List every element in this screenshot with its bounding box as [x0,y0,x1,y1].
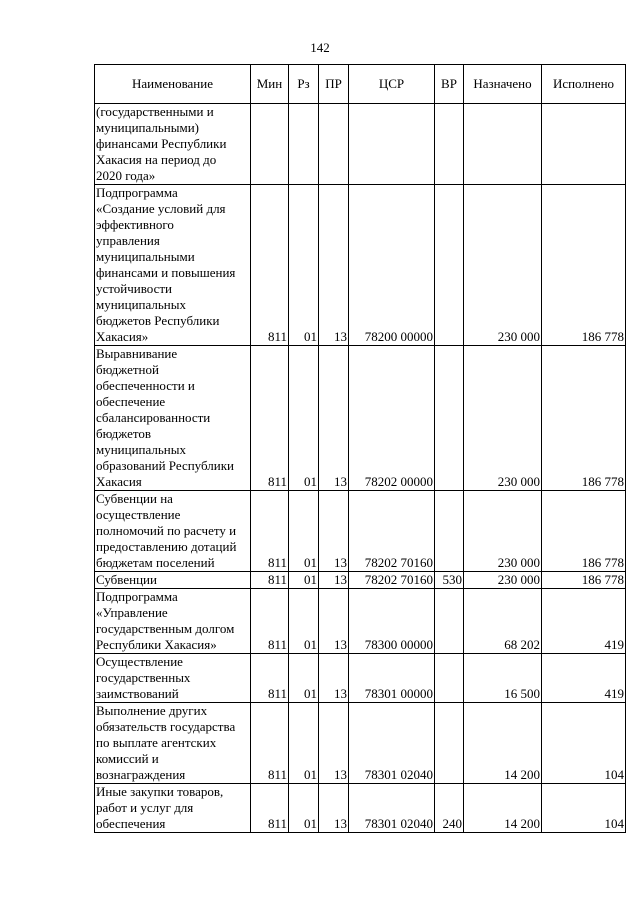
table-row [95,589,626,654]
row-executed: 419 [542,589,626,654]
row-name: Субвенции на осуществление полномочий по расчету и предоставлению дотаций бюджетам поселений [95,491,251,572]
row-pr: 13 [319,654,349,703]
row-csr: 78202 70160 [349,491,435,572]
row-assigned: 230 000 [464,491,542,572]
row-vr [435,185,464,346]
row-name: Выполнение других обязательств государства по выплате агентских комиссий и вознаграждения [95,703,251,784]
row-assigned: 230 000 [464,185,542,346]
header-cell-csr: ЦСР [349,65,435,104]
table-row [95,491,626,572]
row-min: 811 [251,491,289,572]
row-assigned: 230 000 [464,346,542,491]
row-vr [435,589,464,654]
row-name: Осуществление государственных заимствований [95,654,251,703]
row-rz: 01 [289,185,319,346]
row-rz: 01 [289,491,319,572]
row-vr: 240 [435,784,464,833]
row-name: Иные закупки товаров, работ и услуг для обеспечения [95,784,251,833]
row-vr [435,703,464,784]
header-cell-pr: ПР [319,65,349,104]
row-csr: 78301 02040 [349,784,435,833]
row-rz: 01 [289,589,319,654]
row-executed: 419 [542,654,626,703]
row-executed: 186 778 [542,572,626,589]
row-min: 811 [251,654,289,703]
row-vr [435,491,464,572]
row-pr: 13 [319,185,349,346]
row-min: 811 [251,572,289,589]
row-vr: 530 [435,572,464,589]
row-rz: 01 [289,572,319,589]
row-name: Подпрограмма «Создание условий для эффективного управления муниципальными финансами и повышения устойчивости муниципальных бюджетов Республики Хакасия» [95,185,251,346]
row-executed: 104 [542,703,626,784]
row-csr: 78202 00000 [349,346,435,491]
row-pr: 13 [319,589,349,654]
row-csr: 78200 00000 [349,185,435,346]
row-min [251,104,289,185]
row-executed [542,104,626,185]
row-executed: 104 [542,784,626,833]
header-row [95,65,626,104]
row-assigned [464,104,542,185]
header-cell-rz: Рз [289,65,319,104]
table-row [95,346,626,491]
table-row [95,104,626,185]
row-rz: 01 [289,346,319,491]
page-number: 142 [310,40,330,55]
table-row [95,654,626,703]
row-name: Подпрограмма «Управление государственным долгом Республики Хакасия» [95,589,251,654]
row-pr: 13 [319,346,349,491]
row-min: 811 [251,784,289,833]
table-row [95,572,626,589]
row-pr [319,104,349,185]
table-row [95,185,626,346]
row-min: 811 [251,185,289,346]
row-rz: 01 [289,703,319,784]
table-row [95,784,626,833]
row-assigned: 14 200 [464,784,542,833]
row-executed: 186 778 [542,491,626,572]
row-assigned: 16 500 [464,654,542,703]
table-row [95,703,626,784]
row-name: Субвенции [95,572,251,589]
row-min: 811 [251,346,289,491]
row-pr: 13 [319,491,349,572]
row-assigned: 14 200 [464,703,542,784]
row-assigned: 230 000 [464,572,542,589]
row-pr: 13 [319,784,349,833]
row-assigned: 68 202 [464,589,542,654]
row-csr: 78301 02040 [349,703,435,784]
row-min: 811 [251,703,289,784]
row-rz: 01 [289,784,319,833]
row-min: 811 [251,589,289,654]
header-cell-min: Мин [251,65,289,104]
row-rz: 01 [289,654,319,703]
row-vr [435,654,464,703]
row-csr: 78202 70160 [349,572,435,589]
header-cell-name: Наименование [95,65,251,104]
row-pr: 13 [319,572,349,589]
row-csr: 78301 00000 [349,654,435,703]
row-csr [349,104,435,185]
row-executed: 186 778 [542,346,626,491]
row-rz [289,104,319,185]
header-cell-vr: ВР [435,65,464,104]
header-cell-executed: Исполнено [542,65,626,104]
row-vr [435,346,464,491]
row-vr [435,104,464,185]
row-executed: 186 778 [542,185,626,346]
row-name: Выравнивание бюджетной обеспеченности и обеспечение сбалансированности бюджетов муниципальных образований Республики Хакасия [95,346,251,491]
row-pr: 13 [319,703,349,784]
budget-table [94,64,626,833]
header-cell-assigned: Назначено [464,65,542,104]
row-csr: 78300 00000 [349,589,435,654]
row-name: (государственными и муниципальными) финансами Республики Хакасия на период до 2020 года» [95,104,251,185]
